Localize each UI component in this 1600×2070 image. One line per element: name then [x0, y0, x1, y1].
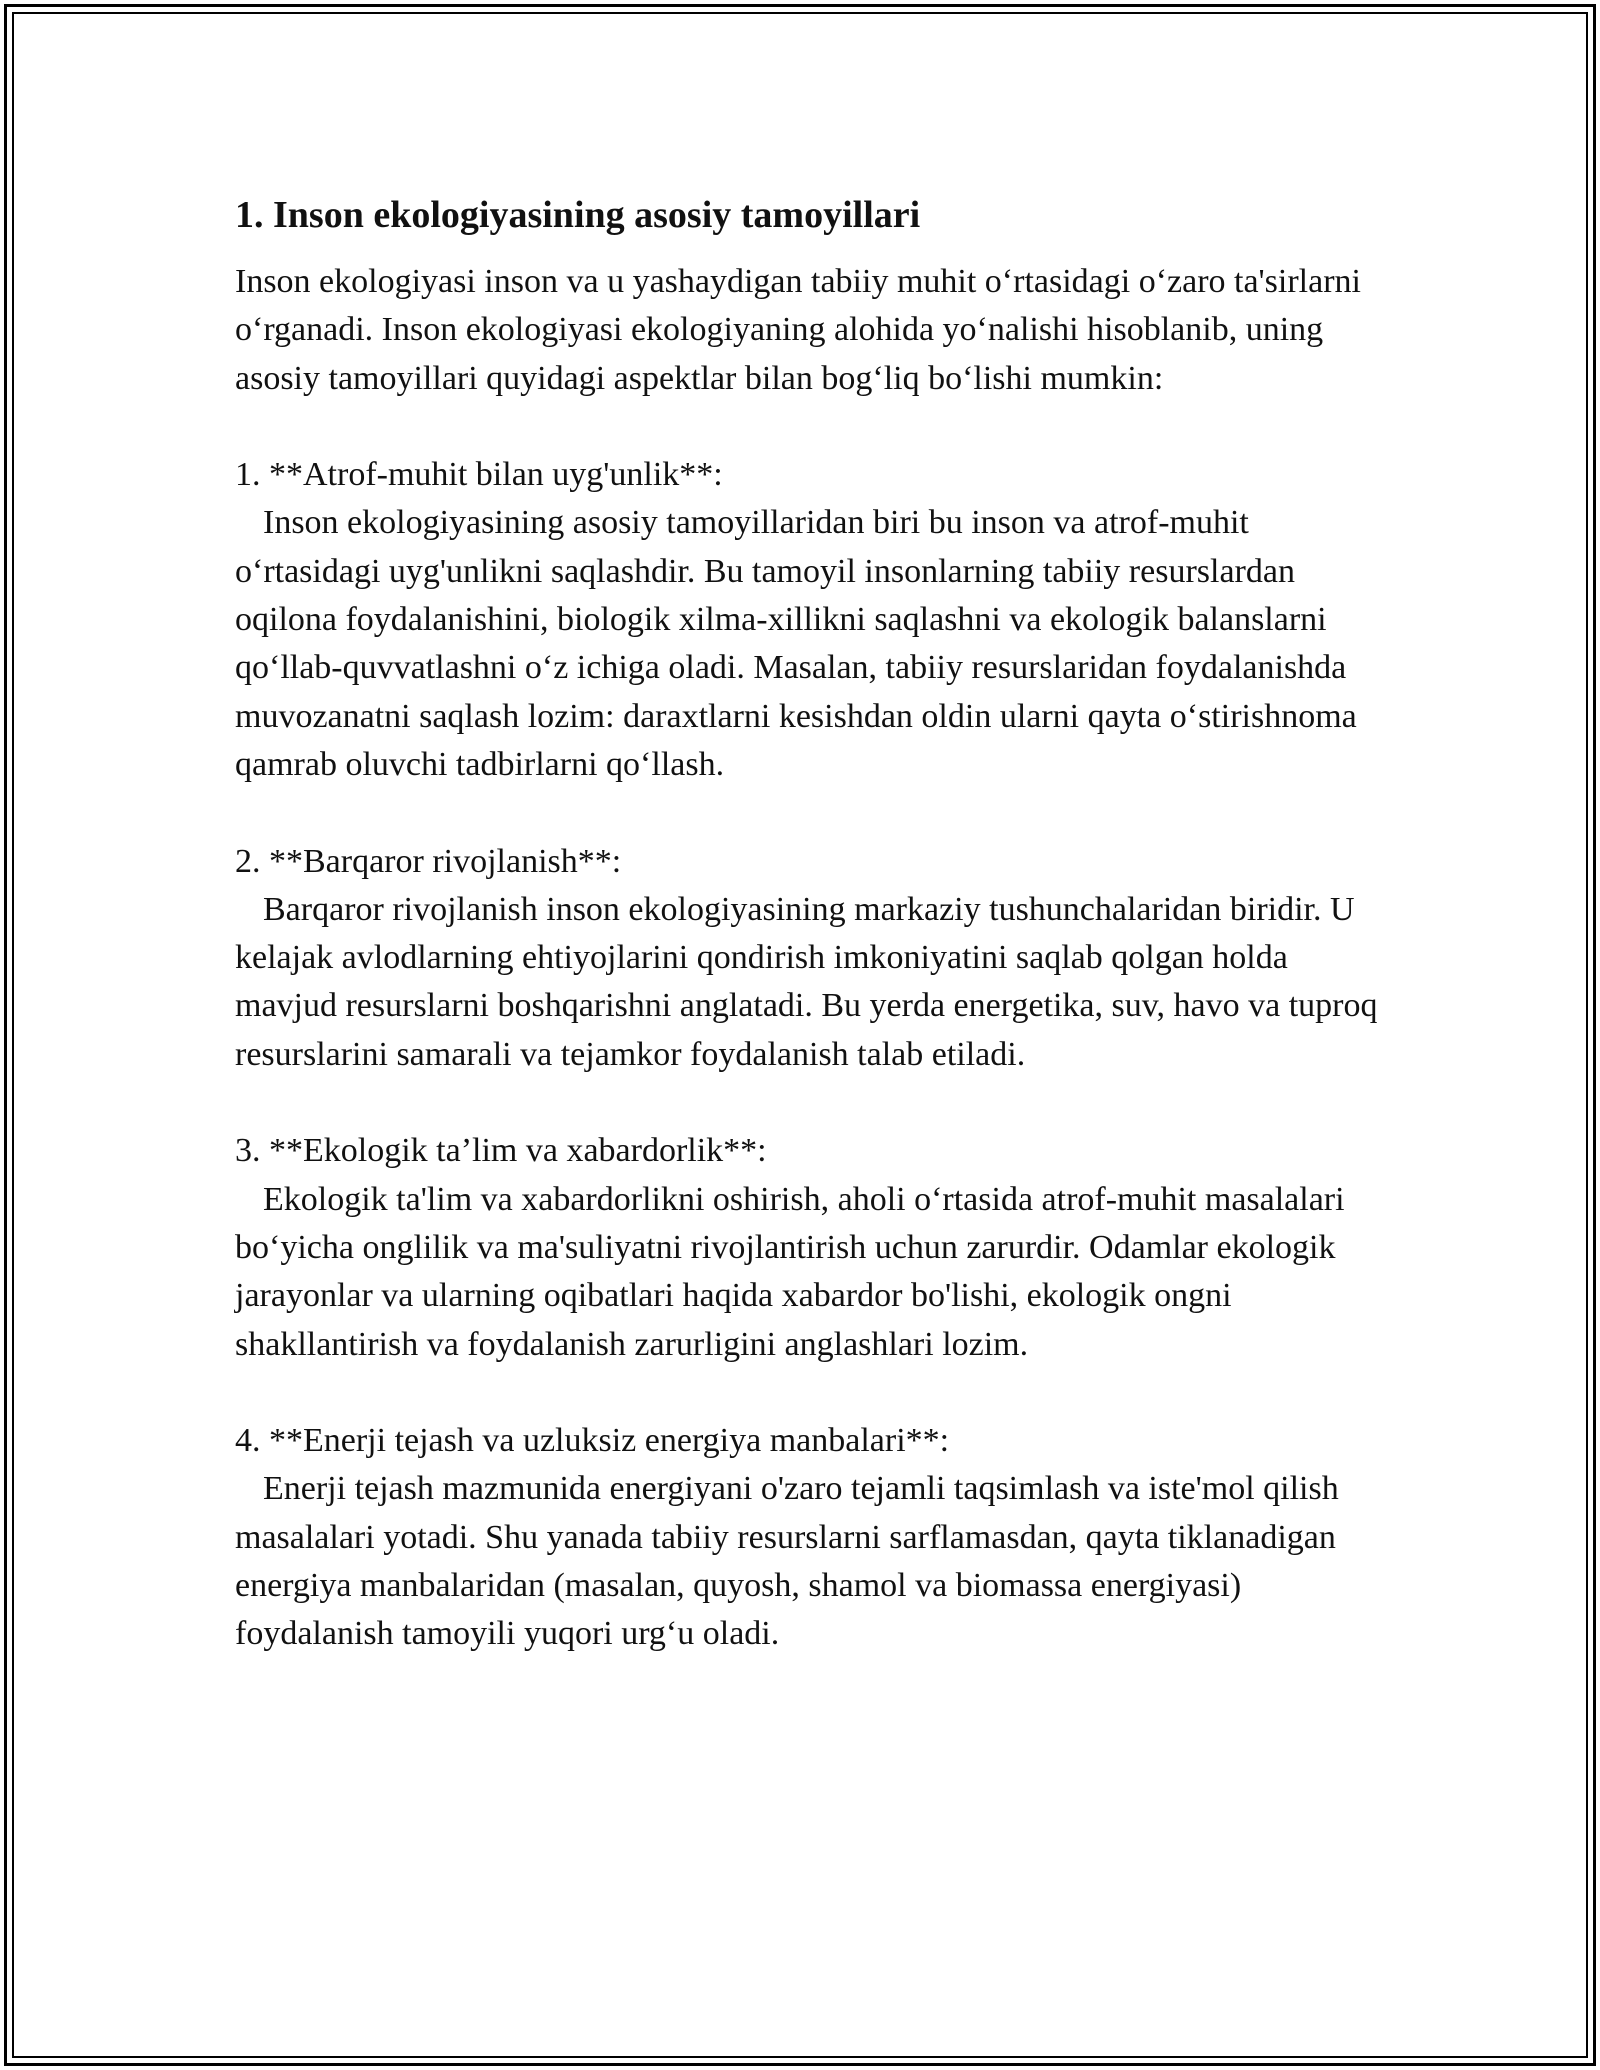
section-body: Ekologik ta'lim va xabardorlikni oshirish, aholi o‘rtasida atrof-muhit masalalari bo‘yicha onglilik va ma'suliyatni rivojlantirish uchun zarurdir. Odamlar ekologik jarayonlar va ularning oqibatlari haqida xabardor bo'lishi, ekologik ongni shakllantirish va foydalanish zarurligini anglashlari lozim.	[235, 1180, 1345, 1363]
document-heading: 1. Inson ekologiyasining asosiy tamoyillari	[235, 194, 921, 236]
section-title: 1. **Atrof-muhit bilan uyg'unlik**:	[235, 456, 723, 494]
section-body: Barqaror rivojlanish inson ekologiyasining markaziy tushunchalaridan biridir. U kelajak avlodlarning ehtiyojlarini qondirish imkoniyatini saqlab qolgan holda mavjud resurslarni boshqarishni anglatadi. Bu yerda energetika, suv, havo va tuproq resurslarini samarali va tejamkor foydalanish talab etiladi.	[235, 890, 1378, 1073]
section-title: 4. **Enerji tejash va uzluksiz energiya manbalari**:	[235, 1422, 950, 1460]
section-1	[235, 451, 1380, 789]
paragraph-gap	[235, 789, 1380, 837]
section-body: Inson ekologiyasining asosiy tamoyillaridan biri bu inson va atrof-muhit o‘rtasidagi uyg'unlikni saqlashdir. Bu tamoyil insonlarning tabiiy resurslardan oqilona foydalanishini, biologik xilma-xillikni saqlashni va ekologik balanslarni qo‘llab-quvvatlashni o‘z ichiga oladi. Masalan, tabiiy resurslaridan foydalanishda muvozanatni saqlash lozim: daraxtlarni kesishdan oldin ularni qayta o‘stirishnoma qamrab oluvchi tadbirlarni qo‘llash.	[235, 504, 1357, 783]
paragraph-gap	[235, 1079, 1380, 1127]
section-title: 3. **Ekologik ta’lim va xabardorlik**:	[235, 1132, 767, 1170]
paragraph-gap	[235, 403, 1380, 451]
section-2	[235, 838, 1380, 1079]
intro-paragraph: Inson ekologiyasi inson va u yashaydigan tabiiy muhit o‘rtasidagi o‘zaro ta'sirlarni o‘rganadi. Inson ekologiyasi ekologiyaning alohida yo‘nalishi hisoblanib, uning asosiy tamoyillari quyidagi aspektlar bilan bog‘liq bo‘lishi mumkin:	[235, 263, 1361, 397]
paragraph-gap	[235, 1369, 1380, 1417]
section-body: Enerji tejash mazmunida energiyani o'zaro tejamli taqsimlash va iste'mol qilish masalalari yotadi. Shu yanada tabiiy resurslarni sarflamasdan, qayta tiklanadigan energiya manbalaridan (masalan, quyosh, shamol va biomassa energiyasi) foydalanish tamoyili yuqori urg‘u oladi.	[235, 1470, 1339, 1653]
section-4	[235, 1417, 1380, 1658]
document-content	[235, 190, 1380, 1659]
section-title: 2. **Barqaror rivojlanish**:	[235, 842, 622, 880]
section-3	[235, 1127, 1380, 1368]
